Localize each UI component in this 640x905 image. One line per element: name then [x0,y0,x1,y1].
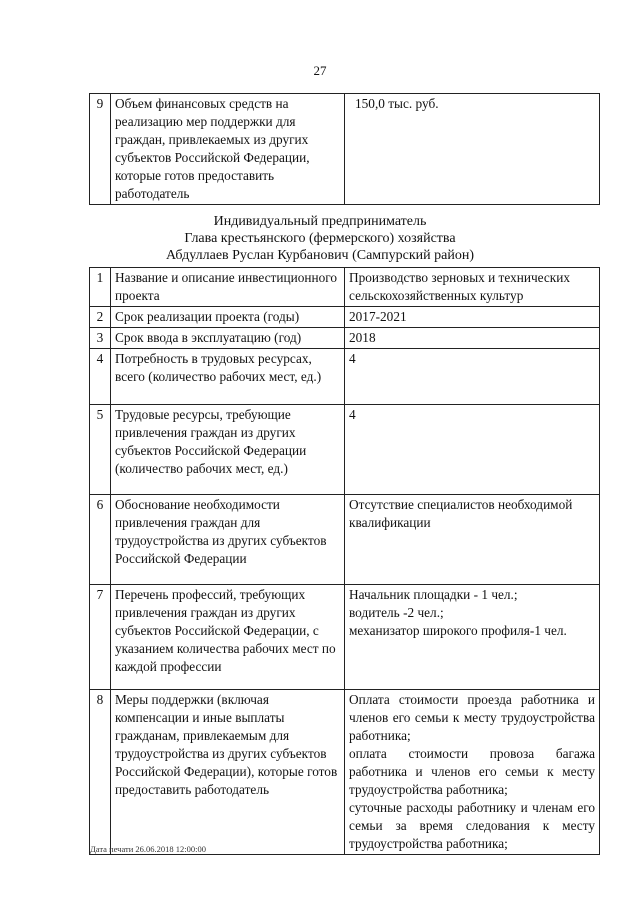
row-label: Обоснование необходимости привлечения граждан для трудоустройства из других субъектов Российской Федерации [111,495,345,585]
row-label: Трудовые ресурсы, требующие привлечения граждан из других субъектов Российской Федерации (количество рабочих мест, ед.) [111,405,345,495]
row-label: Объем финансовых средств на реализацию мер поддержки для граждан, привлекаемых из других субъектов Российской Федерации, которые готов предоставить работодатель [111,94,345,205]
heading-line-2: Глава крестьянского (фермерского) хозяйства [184,231,456,246]
table-row [90,585,600,690]
row-number: 1 [90,268,111,307]
value-line: водитель -2 чел.; [349,605,444,620]
value-line: оплата стоимости провоза багажа работника и членов его семьи к месту трудоустройства работника; [349,746,595,797]
top-table [89,93,600,205]
row-label: Название и описание инвестиционного проекта [111,268,345,307]
table-row [90,405,600,495]
row-value: 4 [345,405,600,495]
row-value [345,585,600,690]
table-row [90,495,600,585]
page-number: 27 [313,63,327,78]
row-number: 6 [90,495,111,585]
row-value [345,690,600,855]
value-line: механизатор широкого профиля-1 чел. [349,623,567,638]
row-number: 3 [90,328,111,349]
table-row [90,268,600,307]
print-date-footer: Дата печати 26.06.2018 12:00:00 [90,844,206,854]
table-row [90,349,600,405]
project-table [89,267,600,855]
row-value: 2018 [345,328,600,349]
row-label: Перечень профессий, требующих привлечения граждан из других субъектов Российской Федерации, с указанием количества рабочих мест по каждой профессии [111,585,345,690]
section-heading [0,213,640,264]
row-number: 2 [90,307,111,328]
value-line: суточные расходы работнику и членам его семьи за время следования к месту трудоустройства работника; [349,800,595,851]
table-row [90,94,600,205]
table-row [90,307,600,328]
heading-line-3: Абдуллаев Руслан Курбанович (Сампурский район) [165,248,475,263]
row-label: Потребность в трудовых ресурсах, всего (количество рабочих мест, ед.) [111,349,345,405]
value-line: Начальник площадки - 1 чел.; [349,587,518,602]
row-number: 4 [90,349,111,405]
row-label: Меры поддержки (включая компенсации и иные выплаты гражданам, привлекаемым для трудоустройства из других субъектов Российской Федерации), которые готов предоставить работодатель [111,690,345,855]
row-value: 4 [345,349,600,405]
heading-line-1: Индивидуальный предприниматель [213,214,427,229]
row-value: 2017-2021 [345,307,600,328]
table-row [90,690,600,855]
row-number: 7 [90,585,111,690]
row-value: Производство зерновых и технических сельскохозяйственных культур [345,268,600,307]
value-line: Оплата стоимости проезда работника и членов его семьи к месту трудоустройства работника; [349,692,595,743]
row-value: Отсутствие специалистов необходимой квалификации [345,495,600,585]
row-label: Срок ввода в эксплуатацию (год) [111,328,345,349]
row-number: 9 [90,94,111,205]
row-number: 5 [90,405,111,495]
row-label: Срок реализации проекта (годы) [111,307,345,328]
row-number: 8 [90,690,111,855]
row-value: 150,0 тыс. руб. [345,94,600,205]
table-row [90,328,600,349]
